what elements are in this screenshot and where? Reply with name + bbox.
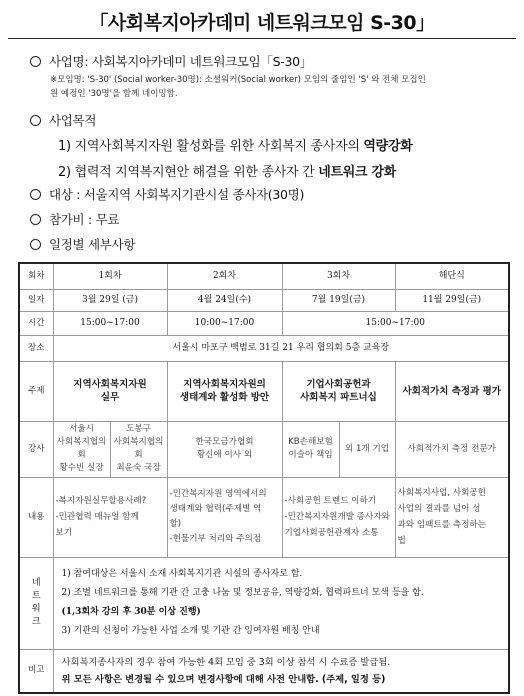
content-row xyxy=(19,477,509,557)
speaker-3a xyxy=(282,421,339,477)
speaker-3b: 외 1개 기업 xyxy=(339,421,395,477)
content-4-line3: 과와 임팩트를 측정하는 xyxy=(397,520,486,530)
date-1: 3월 29일 (금) xyxy=(53,289,167,311)
content-1-line2: -민관협력 매뉴얼 함께 xyxy=(55,512,139,522)
speaker-1a-line2: 사회복지협의회 xyxy=(56,437,107,460)
fee-text: 참가비 : 무료 xyxy=(49,212,120,227)
session-closing: 해단식 xyxy=(395,263,509,289)
session-1: 1회차 xyxy=(53,263,167,289)
session-row xyxy=(19,263,509,289)
circle-bullet-icon xyxy=(30,56,41,67)
place-text: 서울시 마포구 백범로 31길 21 우리 협의회 5층 교육장 xyxy=(53,335,509,361)
date-closing: 11월 29일(금) xyxy=(395,289,509,311)
speaker-1a-line3: 황수빈 실장 xyxy=(59,463,104,473)
speaker-1b-line1: 도봉구 xyxy=(126,424,151,434)
theme-1 xyxy=(53,361,167,421)
remark-header: 비고 xyxy=(19,649,53,693)
time-2: 10:00~17:00 xyxy=(167,311,282,335)
session-2: 2회차 xyxy=(167,263,282,289)
network-note-2-sub: (1,3회차 강의 후 30분 이상 진행) xyxy=(61,607,201,617)
theme-1-line1: 지역사회복지자원 xyxy=(73,379,147,390)
purpose-heading: 사업목적 xyxy=(49,113,97,128)
network-note-1: 1) 참여대상은 서울시 소재 사회복지기관 시설의 종사자로 함. xyxy=(61,569,303,579)
content-4 xyxy=(395,477,509,557)
theme-3-line1: 기업사회공헌과 xyxy=(306,379,371,390)
target-text: 대상 : 서울지역 사회복지기관시설 종사자(30명) xyxy=(49,187,305,202)
circle-bullet-icon xyxy=(30,239,41,250)
content-4-line1: 사회복지사업, 사회공헌 xyxy=(397,488,486,498)
content-1 xyxy=(53,477,167,557)
schedule-heading-line xyxy=(30,235,135,253)
target-line xyxy=(30,185,304,203)
remark-row xyxy=(19,649,509,693)
network-row xyxy=(19,557,509,649)
theme-header: 주제 xyxy=(19,361,53,421)
speaker-1b-line3: 최윤숙 국장 xyxy=(116,463,161,473)
time-3-closing: 15:00~17:00 xyxy=(282,311,509,335)
theme-row xyxy=(19,361,509,421)
speaker-1b-line2: 사회복지협의회 xyxy=(113,437,164,460)
time-header: 시간 xyxy=(19,311,53,335)
speaker-3a-line1: KB손해보험 xyxy=(288,437,333,447)
content-2-line4: -현물기부 처리와 주의점 xyxy=(169,534,262,544)
session-header: 회차 xyxy=(19,263,53,289)
speaker-1a xyxy=(53,421,110,477)
network-header-char4: 크 xyxy=(31,617,41,627)
speaker-4: 사회적가치 측정 전문가 xyxy=(395,421,509,477)
date-header: 일자 xyxy=(19,289,53,311)
place-row xyxy=(19,335,509,361)
theme-2 xyxy=(167,361,282,421)
schedule-table xyxy=(18,262,510,694)
content-3-line1: -사회공헌 트렌드 이하기 xyxy=(284,496,377,506)
content-3-line3: 기업사회공헌관계자 소통 xyxy=(284,528,379,538)
theme-3-line2: 사회복지 파트너십 xyxy=(300,392,377,403)
remark-2: 위 모든 사항은 변경될 수 있으며 변경사항에 대해 사전 안내함. (주제, 일정 등) xyxy=(61,673,386,685)
purpose-heading-line xyxy=(30,111,96,129)
content-1-line1: -복지자원실무할용사례? xyxy=(55,496,147,506)
network-header xyxy=(19,557,53,649)
content-2-line2: 생태계와 협력(주제별 역 xyxy=(169,504,262,514)
naming-note-line1: ※모임명: 'S-30' (Social worker-30명): 소셜워커(Social worker) 모임의 줄임인 'S' 와 전체 모집인 xyxy=(50,75,426,85)
network-note-3: 3) 기관의 신청이 가능한 사업 소개 및 기관 간 잉여자원 배칭 안내 xyxy=(61,626,320,636)
goal2-emphasis: 네트워크 강화 xyxy=(318,165,396,180)
circle-bullet-icon xyxy=(30,189,41,200)
content-4-line2: 사업의 결과를 넘어 성 xyxy=(397,504,481,514)
date-row xyxy=(19,289,509,311)
theme-4 xyxy=(395,361,509,421)
network-header-char1: 네 xyxy=(31,578,41,588)
content-2-line3: 할) xyxy=(169,519,182,529)
program-name: 사업명: 사회복지아카데미 네트워크모임「S-30」 xyxy=(49,54,312,69)
remarks xyxy=(53,649,509,693)
network-note-2: 2) 조별 네트워크를 통해 기관 간 고충 나눔 및 정보공유, 역량강화, 협력파트너 모색 등을 함. xyxy=(61,588,424,598)
speaker-3a-line2: 이슬아 책임 xyxy=(288,450,333,460)
speaker-2-line1: 한국모금가협회 xyxy=(195,437,254,447)
network-header-char3: 워 xyxy=(31,604,41,614)
content-3 xyxy=(282,477,395,557)
naming-note-line2: 원 예정인 '30명'을 함께 네이밍함. xyxy=(50,89,178,99)
circle-bullet-icon xyxy=(30,214,41,225)
naming-note xyxy=(50,73,500,101)
speaker-2 xyxy=(167,421,282,477)
remark-1: 사회복지종사자의 경우 참여 가능한 4회 모임 중 3회 이상 참석 시 수료증 발급됨. xyxy=(61,656,391,668)
schedule-heading: 일정별 세부사항 xyxy=(49,237,136,252)
content-2 xyxy=(167,477,282,557)
content-1-line3: 보기 xyxy=(55,528,73,538)
content-2-line1: -민간복지자원 영역에서의 xyxy=(169,489,267,499)
network-notes xyxy=(53,557,509,649)
goal1-text: 1) 지역사회복지자원 활성화를 위한 사회복지 종사자의 xyxy=(58,139,364,154)
fee-line xyxy=(30,210,119,228)
speaker-row xyxy=(19,421,509,477)
goal2-text: 2) 협력적 지역복지현안 해결을 위한 종사자 간 xyxy=(58,165,319,180)
theme-3 xyxy=(282,361,395,421)
title-divider xyxy=(8,38,516,39)
circle-bullet-icon xyxy=(30,115,41,126)
session-3: 3회차 xyxy=(282,263,395,289)
program-name-line xyxy=(30,52,312,70)
theme-4-line1: 사회적가치 측정과 평가 xyxy=(402,385,501,397)
date-3: 7월 19일(금) xyxy=(282,289,395,311)
place-header: 장소 xyxy=(19,335,53,361)
speaker-2-line2: 황신애 이사 외 xyxy=(196,450,253,460)
theme-1-line2: 실무 xyxy=(100,392,120,403)
content-4-line4: 법 xyxy=(397,536,406,546)
speaker-header: 강사 xyxy=(19,421,53,477)
time-1: 15:00~17:00 xyxy=(53,311,167,335)
date-2: 4월 24일(수) xyxy=(167,289,282,311)
speaker-1b xyxy=(110,421,167,477)
network-header-char2: 트 xyxy=(31,591,41,601)
goal1-emphasis: 역량강화 xyxy=(363,139,413,154)
theme-2-line1: 지역사회복지자원의 xyxy=(183,379,266,390)
content-header: 내용 xyxy=(19,477,53,557)
theme-2-line2: 생태계와 활성화 방안 xyxy=(179,392,270,403)
speaker-1a-line1: 서울시 xyxy=(69,424,94,434)
content-3-line2: -민간복지자원개발 종사자와 xyxy=(284,512,390,522)
time-row xyxy=(19,311,509,335)
page-title: 「사회복지아카데미 네트워크모임 S-30」 xyxy=(89,12,435,34)
purpose-goal-2 xyxy=(58,161,396,180)
purpose-goal-1 xyxy=(58,135,412,154)
